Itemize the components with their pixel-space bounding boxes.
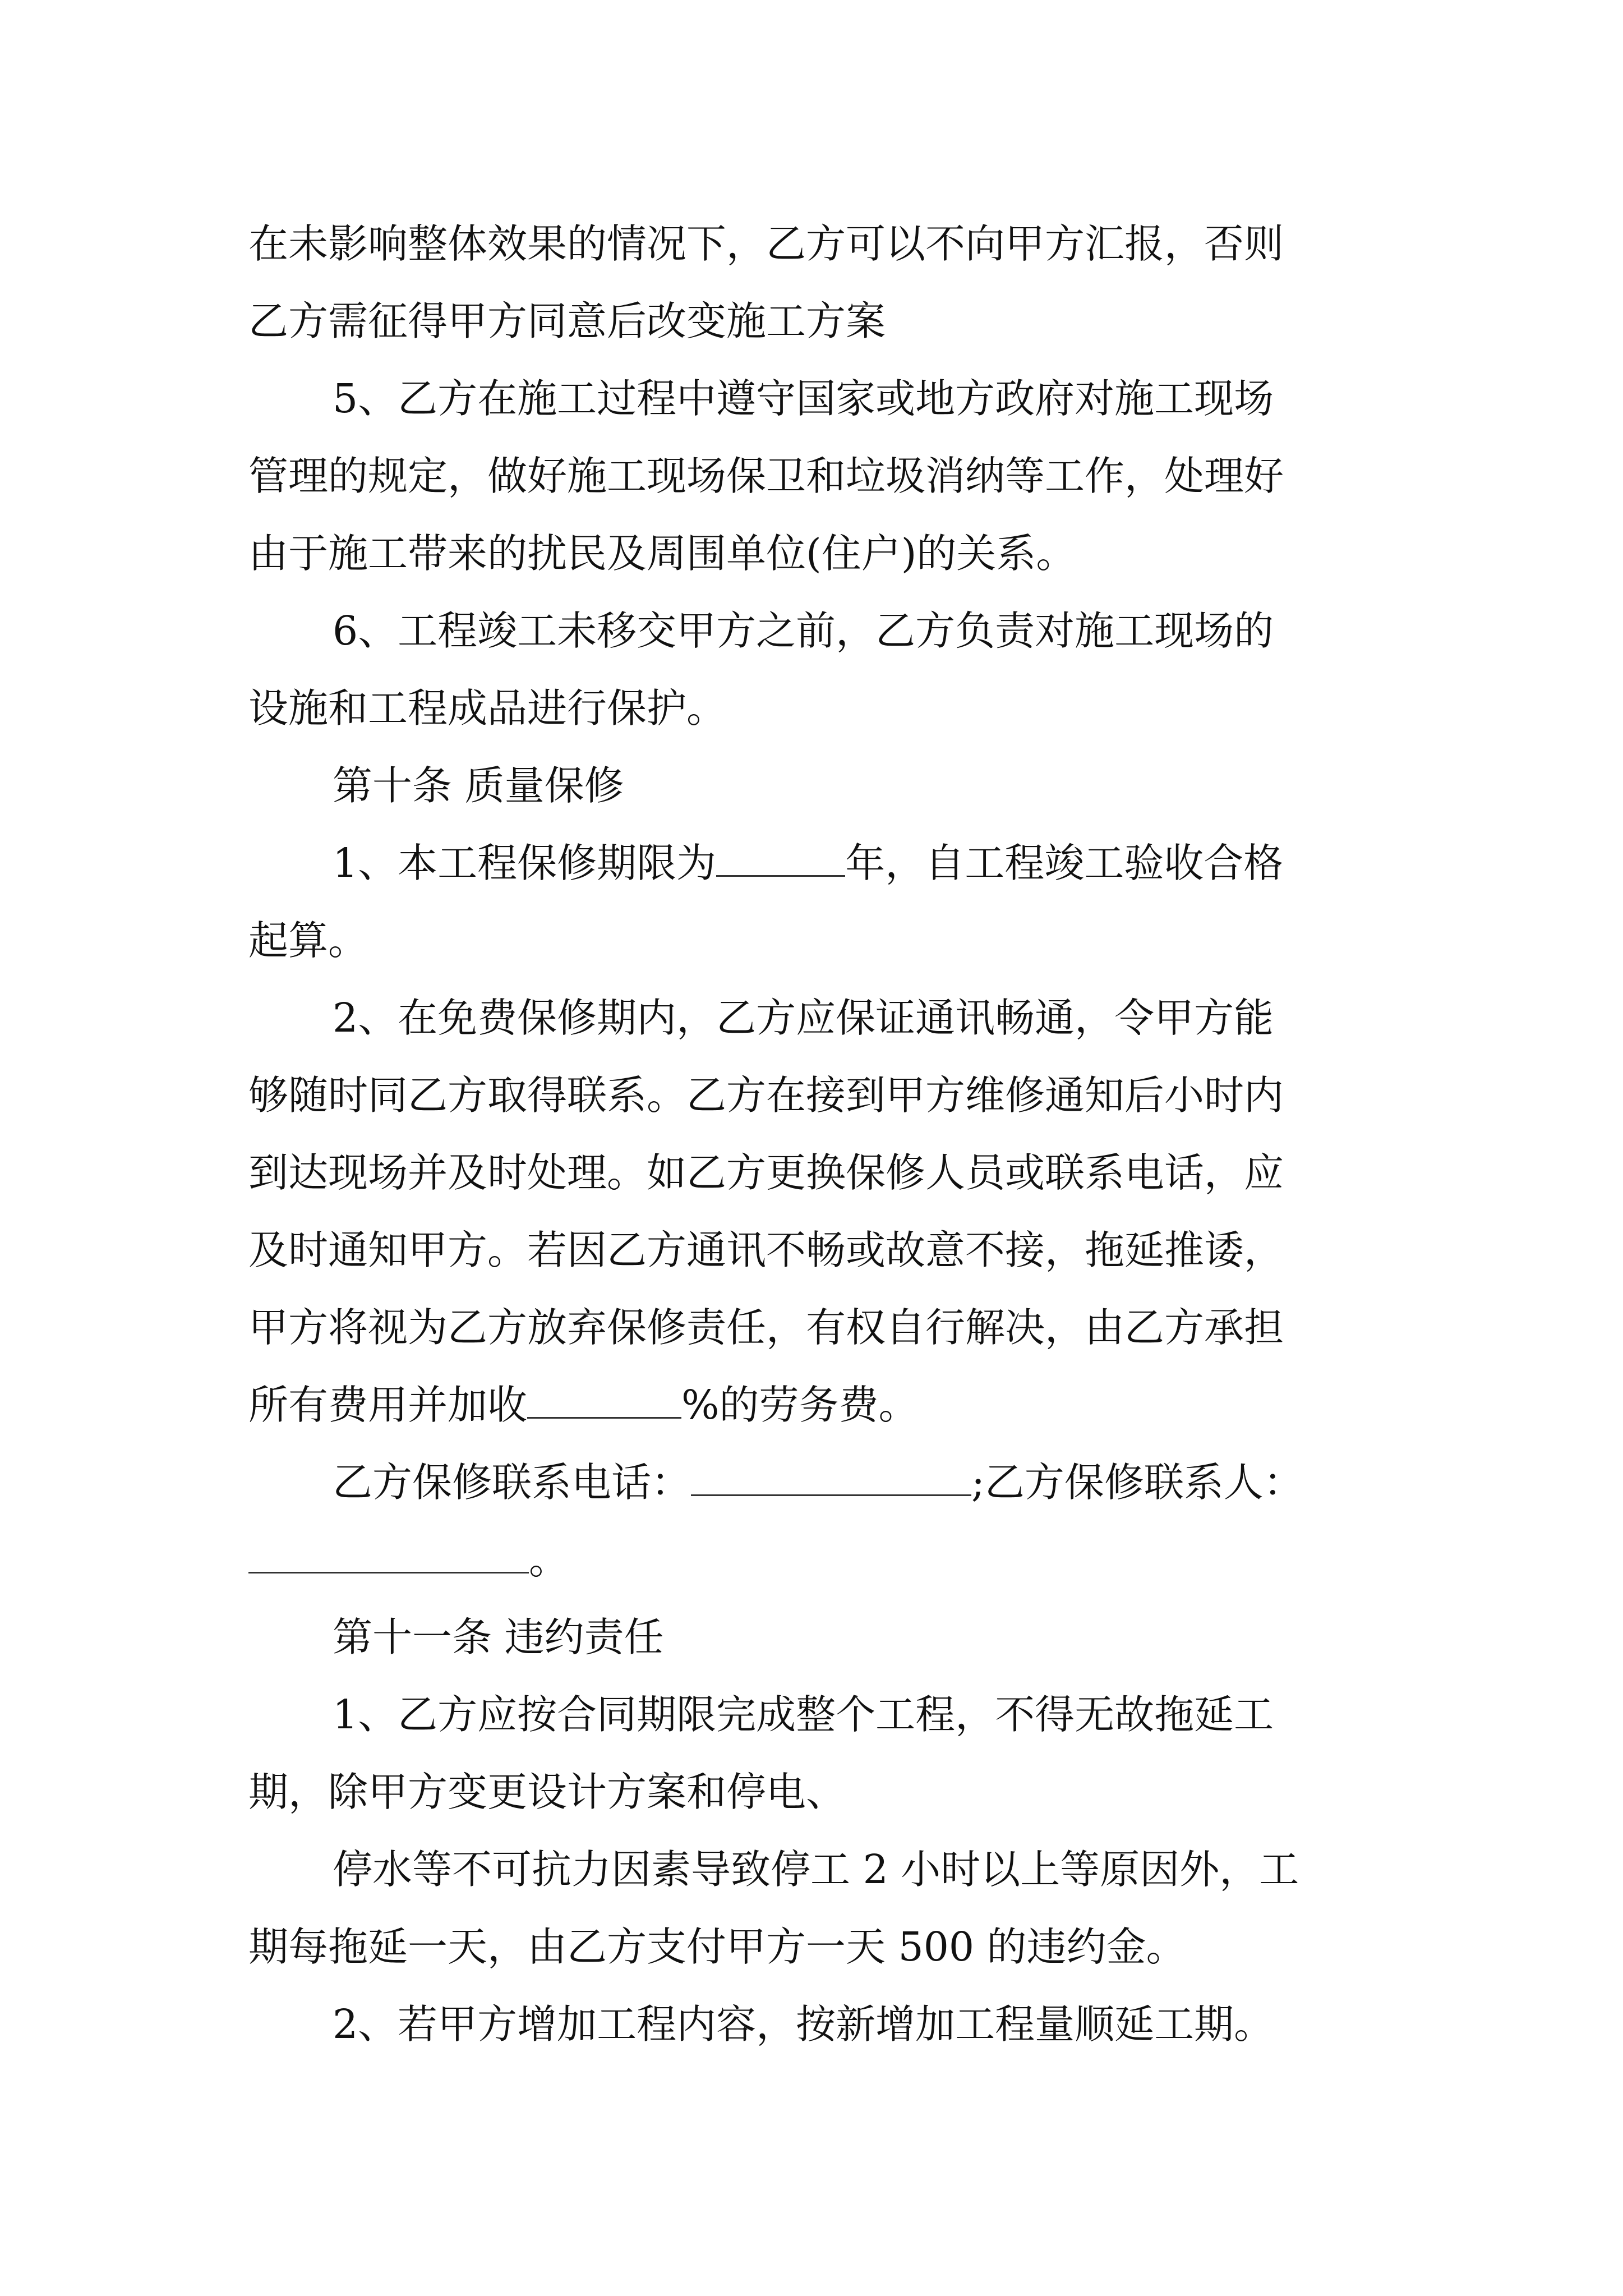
- paragraph-line: [248, 1444, 1393, 1521]
- paragraph-line: [248, 1521, 1393, 1599]
- paragraph-line: 2、在免费保修期内，乙方应保证通讯畅通，令甲方能: [333, 995, 1274, 1041]
- paragraph-line: 甲方将视为乙方放弃保修责任，有权自行解决，由乙方承担: [248, 1304, 1284, 1351]
- paragraph-line: 设施和工程成品进行保护。: [248, 685, 727, 731]
- text-segment: 。: [529, 1536, 569, 1583]
- text-segment: ;乙方保修联系人：: [971, 1459, 1303, 1506]
- text-segment: 所有费用并加收: [248, 1382, 528, 1428]
- paragraph-line: 6、工程竣工未移交甲方之前，乙方负责对施工现场的: [333, 608, 1274, 654]
- paragraph-line: 到达现场并及时处理。如乙方更换保修人员或联系电话，应: [248, 1149, 1284, 1196]
- text-segment: 年，自工程竣工验收合格: [845, 840, 1284, 886]
- paragraph-line: 在未影响整体效果的情况下，乙方可以不向甲方汇报，否则: [248, 220, 1284, 267]
- paragraph-line: 够随时同乙方取得联系。乙方在接到甲方维修通知后小时内: [248, 1072, 1284, 1119]
- text-segment: 1、本工程保修期限为: [333, 840, 717, 886]
- paragraph-line: 1、乙方应按合同期限完成整个工程，不得无故拖延工: [333, 1691, 1274, 1738]
- section-heading: 第十一条 违约责任: [333, 1614, 664, 1660]
- paragraph-line: 由于施工带来的扰民及周围单位(住户)的关系。: [248, 530, 1076, 577]
- text-segment: %的劳务费。: [681, 1382, 919, 1428]
- blank-field-years: [716, 839, 845, 877]
- text-segment: 乙方保修联系电话：: [333, 1459, 691, 1506]
- paragraph-line: 期，除甲方变更设计方案和停电、: [248, 1769, 846, 1815]
- paragraph-line: 及时通知甲方。若因乙方通讯不畅或故意不接，拖延推诿，: [248, 1227, 1284, 1273]
- paragraph-line: 期每拖延一天，由乙方支付甲方一天 500 的违约金。: [248, 1924, 1186, 1970]
- blank-field-phone: [691, 1458, 971, 1496]
- section-heading: 第十条 质量保修: [333, 762, 624, 809]
- paragraph-line: 停水等不可抗力因素导致停工 2 小时以上等原因外，工: [333, 1846, 1299, 1893]
- blank-field-contact: [248, 1535, 529, 1573]
- paragraph-line: 起算。: [248, 917, 368, 964]
- paragraph-line: 5、乙方在施工过程中遵守国家或地方政府对施工现场: [333, 375, 1274, 422]
- paragraph-line: [248, 825, 1393, 902]
- paragraph-line: [248, 1366, 1393, 1444]
- paragraph-line: 乙方需征得甲方同意后改变施工方案: [248, 298, 886, 344]
- paragraph-line: 管理的规定，做好施工现场保卫和垃圾消纳等工作，处理好: [248, 453, 1284, 499]
- blank-field-percent: [527, 1381, 681, 1419]
- paragraph-line: 2、若甲方增加工程内容，按新增加工程量顺延工期。: [333, 2001, 1274, 2047]
- document-body: [248, 205, 1393, 2063]
